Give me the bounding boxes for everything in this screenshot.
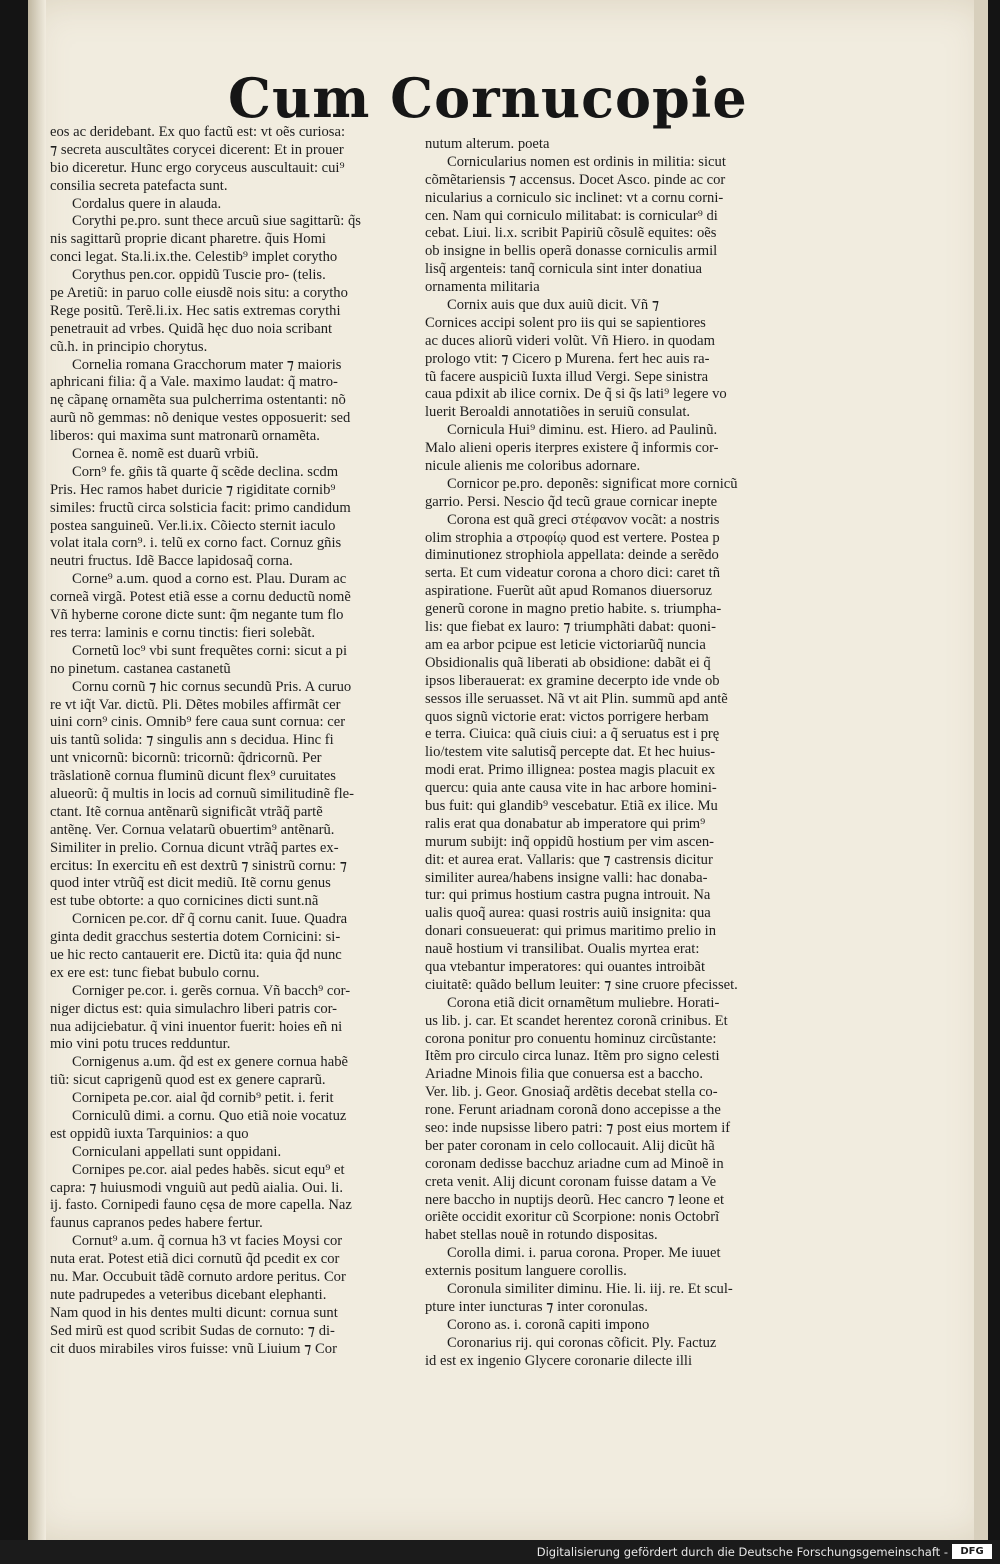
text-line: sessos ille seruasset. Nã vt ait Plin. summũ apd antẽ — [425, 690, 728, 707]
text-line: Vñ hyberne corone dicte sunt: q̃m negante tum flo — [50, 607, 344, 624]
text-line: Corniger pe.cor. i. gerẽs cornua. Vñ bacch⁹ cor- — [72, 982, 351, 999]
text-line: ber pater coronam in celo collocauit. Alij dicũt hã — [425, 1137, 715, 1154]
text-line: tũ facere auspiciũ Iuxta illud Vergi. Sepe sinistra — [425, 368, 709, 385]
text-line: neutri fructus. Idẽ Bacce lapidosaq̃ corna. — [50, 553, 293, 570]
text-line: Sed mirũ est quod scribit Sudas de cornuto: ⁊ di- — [50, 1322, 335, 1339]
text-line: aspiratione. Fuerũt aũt apud Romanos diuersoruz — [425, 583, 712, 600]
text-line: Cornipeta pe.cor. aial q̃d cornib⁹ petit. i. ferit — [72, 1090, 334, 1107]
left-text-column — [50, 124, 392, 1358]
text-line: Ver. lib. j. Geor. Gnosiaq̃ ardẽtis decebat stella co- — [425, 1084, 718, 1101]
text-line: seo: inde nupsisse libero patri: ⁊ post eius mortem if — [425, 1119, 731, 1136]
text-line: murum subijt: inq̃ oppidũ hostium per vim ascen- — [425, 833, 715, 850]
text-line: Cornigenus a.um. q̃d est ex genere cornua habẽ — [72, 1054, 348, 1071]
text-line: caua pdixit ab ilice cornix. De q̃ si q̃s lati⁹ legere vo — [425, 386, 727, 403]
text-line: Itẽm pro circulo circa lunaz. Itẽm pro signo celesti — [425, 1048, 720, 1065]
text-line: Corono as. i. coronã capiti impono — [447, 1316, 650, 1333]
text-line: liberos: qui maxima sunt matronarũ ornamẽta. — [50, 428, 320, 445]
text-line: cen. Nam qui corniculo militabat: is cornicular⁹ di — [425, 207, 718, 224]
text-line: tiũ: sicut caprigenũ quod est ex genere caprarũ. — [50, 1072, 326, 1089]
text-line: rone. Ferunt ariadnam coronã dono accepisse a the — [425, 1102, 721, 1119]
text-line: trãslationẽ cornua fluminũ dicunt flex⁹ curuitates — [50, 768, 336, 785]
text-line: cõmẽtariensis ⁊ accensus. Docet Asco. pinde ac cor — [425, 171, 726, 188]
text-line: Pris. Hec ramos habet duricie ⁊ rigiditate cornib⁹ — [50, 481, 336, 498]
text-line: generũ corone in magno pretio habite. s. triumpha- — [425, 601, 722, 618]
text-line: similiter aurea/habens insigne valli: hac donaba- — [425, 869, 708, 886]
text-line: Cornelia romana Gracchorum mater ⁊ maioris — [72, 356, 342, 373]
text-line: habet stellas nouẽ in rotundo dispositas. — [425, 1227, 658, 1244]
text-line: ue hic recto cantauerit ere. Dictũ ita: quia q̃d nunc — [50, 946, 342, 963]
text-line: nua adijciebatur. q̃ vini inuentor fuerit: hoies eñ ni — [50, 1018, 343, 1035]
text-line: Corniculũ dimi. a cornu. Quo etiã noie vocatuz — [72, 1107, 347, 1124]
text-line: quos signũ victorie erat: victos porrigere herbam — [425, 708, 709, 725]
text-line: postea sanguineũ. Ver.li.ix. Cõiecto sternit iaculo — [50, 517, 336, 534]
text-line: dit: et aurea erat. Vallaris: que ⁊ castrensis dicitur — [425, 851, 713, 868]
book-page — [28, 0, 988, 1540]
text-line: cebat. Liui. li.x. scribit Papiriũ cõsulẽ equites: oẽs — [425, 225, 717, 242]
text-line: Malo alieni operis iterpres existere q̃ informis cor- — [425, 440, 719, 457]
text-line: Corona etiã dicit ornamẽtum muliebre. Horati- — [447, 994, 720, 1011]
text-line: bio diceretur. Hunc ergo coryceus auscultauit: cui⁹ — [50, 159, 345, 176]
text-line: lisq̃ argenteis: tanq̃ cornicula sint inter donatiua — [425, 261, 702, 278]
text-line: lis: que fiebat ex lauro: ⁊ triumphãti dabat: quoni- — [425, 619, 716, 636]
text-line: Rege positũ. Terẽ.li.ix. Hec satis extremas corythi — [50, 302, 341, 319]
text-line: Coronula similiter diminu. Hie. li. iij. re. Et scul- — [447, 1281, 733, 1297]
text-line: id est ex ingenio Glycere coronarie dilecte illi — [425, 1352, 693, 1369]
text-line: quod inter vtrũq̃ est dicit mediũ. Itẽ cornu genus — [50, 875, 331, 892]
text-line: aurũ nõ gemmas: nõ denique vestes opposuerit: sed — [50, 410, 351, 427]
text-line: Cordalus quere in alauda. — [72, 195, 222, 212]
text-line: antẽnę. Ver. Cornua velatarũ obuertim⁹ antẽnarũ. — [50, 821, 335, 838]
text-line: Cornipes pe.cor. aial pedes habẽs. sicut equ⁹ et — [72, 1161, 345, 1178]
text-line: ij. fasto. Cornipedi fauno cęsa de more capella. Naz — [50, 1197, 352, 1214]
funding-credit: Digitalisierung gefördert durch die Deutsche Forschungsgemeinschaft - — [536, 1545, 948, 1559]
text-line: am ea arbor pcipue est leticie victoriarũq̃ nuncia — [425, 636, 706, 653]
text-line: Corona est quã greci στέφανον vocãt: a nostris — [447, 511, 720, 528]
text-line: corona ponitur pro conuentu hominuz circũstante: — [425, 1030, 717, 1047]
text-line: aphricani filia: q̃ a Vale. maximo laudat: q̃ matro- — [50, 374, 338, 391]
text-line: diminutionez strophiola appellata: deinde a serẽdo — [425, 547, 719, 564]
text-line: ornamenta militaria — [425, 279, 540, 296]
text-line: capra: ⁊ huiusmodi vnguiũ aut pedũ aialia. Oui. li. — [50, 1179, 343, 1196]
text-line: Corolla dimi. i. parua corona. Proper. Me iuuet — [447, 1245, 721, 1262]
text-line: uis tantũ solida: ⁊ singulis ann s decidua. Hinc fi — [50, 732, 334, 749]
text-line: Corniculani appellati sunt oppidani. — [72, 1143, 282, 1160]
text-line: ob insigne in bellis operã donasse corniculis armil — [425, 243, 718, 260]
text-line: Cornea ẽ. nomẽ est duarũ vrbiũ. — [72, 446, 259, 463]
text-line: ⁊ secreta auscultãtes corycei dicerent: Et in prouer — [50, 141, 344, 158]
text-line: Cornix auis que dux auiũ dicit. Vñ ⁊ — [447, 297, 660, 314]
text-line: ralis erat qua donabatur ab imperatore qui prim⁹ — [425, 815, 706, 832]
text-line: nute padrupedes a veteribus dicebant elephanti. — [50, 1286, 327, 1303]
text-line: nauẽ hostium vi transilibat. Oualis myrtea erat: — [425, 941, 700, 958]
text-line: garrio. Persi. Nescio q̃d tecũ graue cornicar inepte — [425, 493, 718, 510]
text-line: olim strophia a στροφίῳ quod est vertere. Postea p — [425, 529, 720, 546]
text-line: bus fuit: qui glandib⁹ vescebatur. Etiã ex ilice. Mu — [425, 797, 718, 814]
text-line: no pinetum. castanea castanetũ — [50, 660, 231, 677]
text-line: ipsos liberauerat: ex gramine decerpto ide vnde ob — [425, 672, 720, 689]
text-line: Cornu cornũ ⁊ hic cornus secundũ Pris. A curuo — [72, 678, 352, 695]
running-title: Cum Cornucopie — [228, 66, 748, 130]
text-line: cũ.h. in principio chorytus. — [50, 338, 208, 355]
text-line: consilia secreta patefacta sunt. — [50, 177, 228, 194]
text-line: Cornicen pe.cor. dr̃ q̃ cornu canit. Iuue. Quadra — [72, 911, 348, 928]
text-line: mio vini potu truces redduntur. — [50, 1036, 231, 1053]
text-line: volat itala corn⁹. i. telũ ex corno fact. Cornuz gñis — [50, 535, 342, 552]
text-line: oriẽte occidit exoritur cũ Scorpione: nonis Octobrĩ — [425, 1209, 720, 1226]
text-line: ginta dedit gracchus sestertia dotem Cornicini: si- — [50, 929, 341, 946]
text-line: penetrauit ad vrbes. Quidã hęc duo noia scribant — [50, 320, 333, 337]
text-line: lio/testem vite salutisq̃ percepte dat. Et hec huius- — [425, 744, 716, 761]
text-line: nicule alienis me coloribus adornare. — [425, 458, 641, 475]
right-text-column — [425, 136, 770, 1370]
text-line: nutum alterum. poeta — [425, 136, 550, 152]
text-line: Corythi pe.pro. sunt thece arcuũ siue sagittarũ: q̃s — [72, 213, 361, 230]
text-line: uini corn⁹ cinis. Omnib⁹ fere caua sunt cornua: cer — [50, 714, 346, 731]
text-line: Similiter in prelio. Cornua dicunt vtrãq̃ partes ex- — [50, 839, 339, 856]
text-line: quercu: quia ante causa vite in hac arbore homini- — [425, 780, 717, 797]
text-line: conci legat. Sta.li.ix.the. Celestib⁹ implet corytho — [50, 249, 338, 266]
text-line: res terra: laminis e cornu tinctis: fieri solebãt. — [50, 624, 316, 641]
text-line: tur: qui primus hostium castra pugna introuit. Na — [425, 887, 711, 904]
text-line: re vt iq̃t Var. dictũ. Pli. Dẽtes mobiles affirmãt cer — [50, 696, 341, 713]
dfg-logo: DFG — [952, 1544, 992, 1559]
text-line: Cornut⁹ a.um. q̃ cornua h3 vt facies Moysi cor — [72, 1233, 343, 1250]
text-line: ercitus: In exercitu eñ est dextrũ ⁊ sinistrũ cornu: ⁊ — [50, 857, 347, 874]
text-line: donari consueuerat: qui primus maritimo prelio in — [425, 923, 716, 940]
text-line: pture inter iuncturas ⁊ inter coronulas. — [425, 1298, 648, 1315]
text-line: faunus capranos pedes habere fertur. — [50, 1215, 263, 1232]
text-line: modi erat. Primo illignea: postea magis placuit ex — [425, 762, 716, 779]
gutter-shadow — [28, 0, 46, 1540]
text-line: alueorũ: q̃ multis in locis ad cornuũ similitudinẽ fle- — [50, 785, 354, 802]
text-line: Ariadne Minois filia que conuersa est a baccho. — [425, 1066, 703, 1083]
text-line: Corne⁹ a.um. quod a corno est. Plau. Duram ac — [72, 571, 347, 588]
text-line: Corythus pen.cor. oppidũ Tuscie pro- (telis. — [72, 267, 326, 284]
text-line: serta. Et cum videatur corona a choro dici: caret tñ — [425, 565, 720, 582]
text-line: Cornices accipi solent pro iis qui se sapientiores — [425, 314, 706, 331]
text-line: nicularius a corniculo sic inclinet: vt a cornu corni- — [425, 189, 724, 206]
text-line: nu. Mar. Occubuit tãdẽ cornuto ardore peritus. Cor — [50, 1269, 346, 1285]
text-line: luerit Beroaldi annotatiões in seruiũ consulat. — [425, 404, 691, 421]
text-line: Corn⁹ fe. gñis tã quarte q̃ scẽde declina. scdm — [72, 463, 339, 480]
text-line: ex ere est: tunc fiebat bubulo cornu. — [50, 964, 260, 981]
text-line: corneã virgã. Potest etiã esse a cornu deductũ nomẽ — [50, 589, 351, 606]
text-line: Obsidionalis quã liberati ab obsidione: dabãt ei q̃ — [425, 654, 711, 671]
text-line: Cornicula Hui⁹ diminu. est. Hiero. ad Paulinũ. — [447, 422, 718, 439]
text-line: Cornicularius nomen est ordinis in militia: sicut — [447, 153, 726, 170]
text-line: externis positum languere corollis. — [425, 1263, 627, 1280]
text-line: similes: fructũ circa solsticia facit: primo candidum — [50, 499, 351, 516]
text-line: est tube obtorte: a quo cornicines dicti sunt.nã — [50, 893, 319, 910]
text-line: ciuitatẽ: quãdo bellum leuiter: ⁊ sine cruore pfecisset. — [425, 976, 738, 993]
page-edge — [974, 0, 988, 1540]
text-line: nere baccho in nuptijs deorũ. Hec cancro ⁊ leone et — [425, 1191, 725, 1208]
text-line: Cornetũ loc⁹ vbi sunt frequẽtes corni: sicut a pi — [72, 642, 348, 659]
text-line: ac duces aliorũ videri volũt. Vñ Hiero. in quodam — [425, 332, 715, 349]
text-line: eos ac deridebant. Ex quo factũ est: vt oẽs curiosa: — [50, 124, 346, 140]
text-line: e terra. Ciuica: quã ciuis ciui: a q̃ seruatus est i prę — [425, 726, 720, 743]
text-line: ualis quoq̃ aurea: quasi rostris auiũ insignita: qua — [425, 905, 711, 922]
text-line: unt vnicornũ: bicornũ: tricornũ: q̃dricornũ. Per — [50, 750, 322, 767]
text-line: nę cãpanę ornamẽta sua pulcherrima ostentanti: nõ — [50, 392, 346, 409]
text-line: Nam quod in his dentes multi dicunt: cornua sunt — [50, 1304, 338, 1321]
text-line: Coronarius rij. qui coronas cõficit. Ply. Factuz — [447, 1334, 717, 1351]
text-line: nis sagittarũ proprie dicant pharetre. q̃uis Homi — [50, 231, 326, 248]
text-line: est oppidũ iuxta Tarquinios: a quo — [50, 1125, 249, 1142]
text-line: creta venit. Alij dicunt coronam fuisse datam a Ve — [425, 1173, 717, 1190]
text-line: us lib. j. car. Et scandet herentez coronã crinibus. Et — [425, 1012, 728, 1029]
text-line: qua vtebantur imperatores: qui ouantes introibãt — [425, 958, 706, 975]
text-line: pe Aretiũ: in paruo colle eiusdẽ nois situ: a corytho — [50, 285, 348, 302]
text-line: ctant. Itẽ cornua antẽnarũ significãt vtrãq̃ partẽ — [50, 803, 323, 820]
text-line: coronam dedisse bacchuz ariadne cum ad Minoẽ in — [425, 1155, 724, 1172]
text-line: prologo vtit: ⁊ Cicero p Murena. fert hec auis ra- — [425, 350, 710, 367]
text-line: cit duos mirabiles viros fuisse: vnũ Liuium ⁊ Cor — [50, 1340, 337, 1357]
text-line: niger dictus est: quia simulachro liberi patris cor- — [50, 1000, 338, 1017]
text-line: Cornicor pe.pro. deponẽs: significat more cornicũ — [447, 475, 738, 492]
text-line: nuta erat. Potest etiã dici cornutũ q̃d pcedit ex cor — [50, 1251, 340, 1268]
